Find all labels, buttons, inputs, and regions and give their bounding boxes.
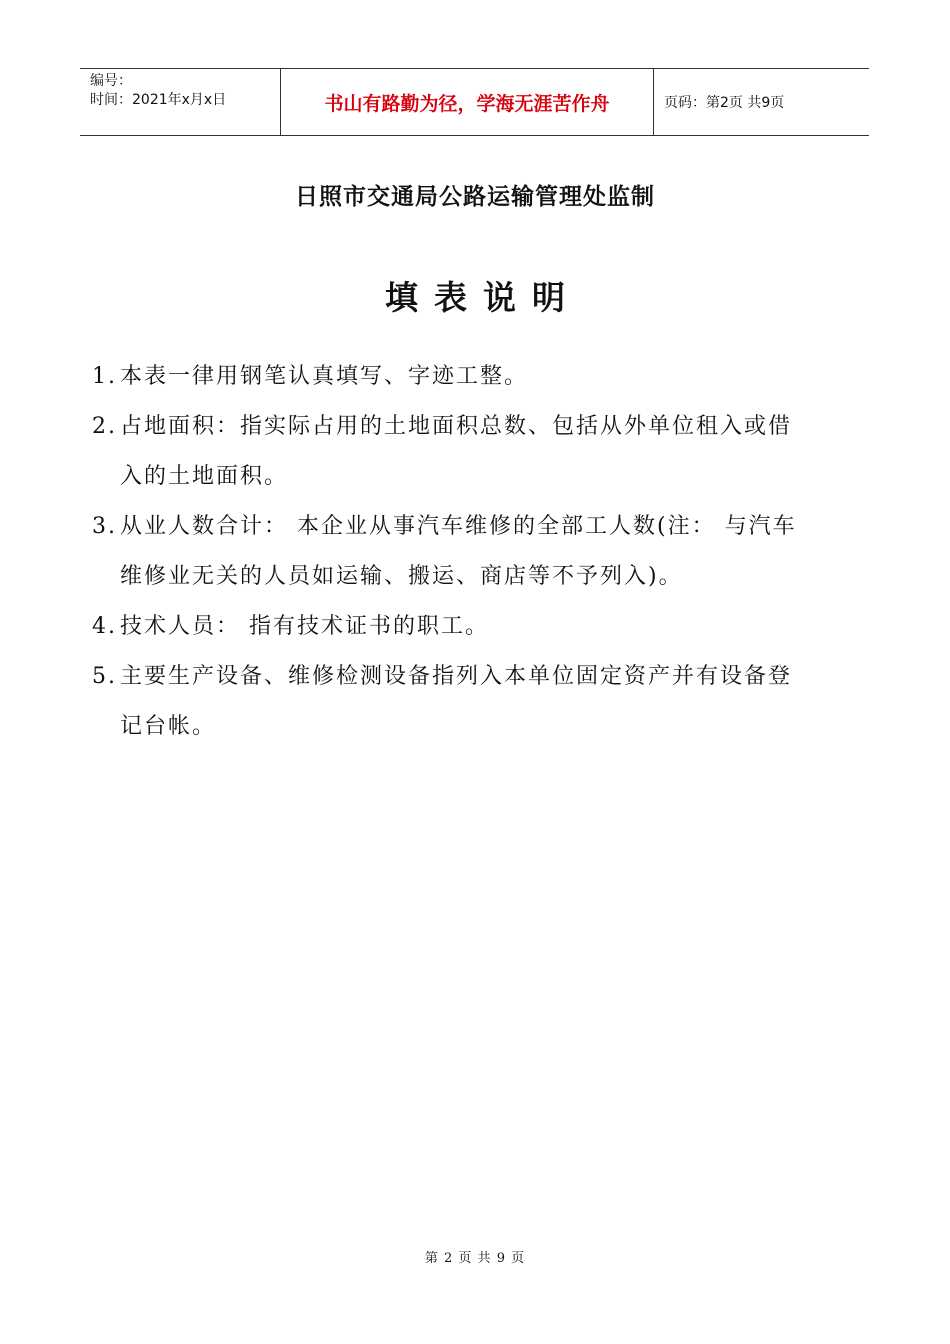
header-motto-cell	[281, 69, 654, 135]
instruction-list	[92, 352, 862, 752]
item-number: 5.	[92, 664, 117, 689]
list-item	[92, 352, 862, 402]
document-number-label: 编号：	[90, 73, 132, 89]
item-text: 本表一律用钢笔认真填写、字迹工整。	[120, 364, 529, 389]
page-title: 填表说明	[385, 278, 581, 317]
organization-title: 日照市交通局公路运输管理处监制	[295, 184, 655, 210]
header-motto: 书山有路勤为径，学海无涯苦作舟	[324, 92, 610, 115]
item-text-continued: 维修业无关的人员如运输、搬运、商店等不予列入)。	[120, 564, 683, 589]
item-text-continued: 记台帐。	[120, 714, 217, 739]
list-item	[92, 602, 862, 652]
item-text: 占地面积：指实际占用的土地面积总数、包括从外单位租入或借	[120, 414, 793, 439]
item-text: 从业人数合计： 本企业从事汽车维修的全部工人数(注： 与汽车	[120, 514, 797, 539]
document-date-label: 时间：2021年x月x日	[90, 92, 227, 108]
item-number: 2.	[92, 414, 117, 439]
page-footer: 第 2 页 共 9 页	[424, 1251, 526, 1266]
item-text: 主要生产设备、维修检测设备指列入本单位固定资产并有设备登	[120, 664, 793, 689]
item-text: 技术人员： 指有技术证书的职工。	[120, 614, 489, 639]
header-page-info: 页码：第2页 共9页	[664, 95, 785, 111]
item-number: 4.	[92, 614, 117, 639]
item-text-continued: 入的土地面积。	[120, 464, 289, 489]
item-number: 1.	[92, 364, 117, 389]
list-item	[92, 652, 862, 752]
list-item	[92, 502, 862, 602]
header-page-cell	[654, 69, 869, 135]
list-item	[92, 402, 862, 502]
document-header	[80, 68, 869, 136]
item-number: 3.	[92, 514, 117, 539]
header-meta-cell	[80, 69, 281, 135]
